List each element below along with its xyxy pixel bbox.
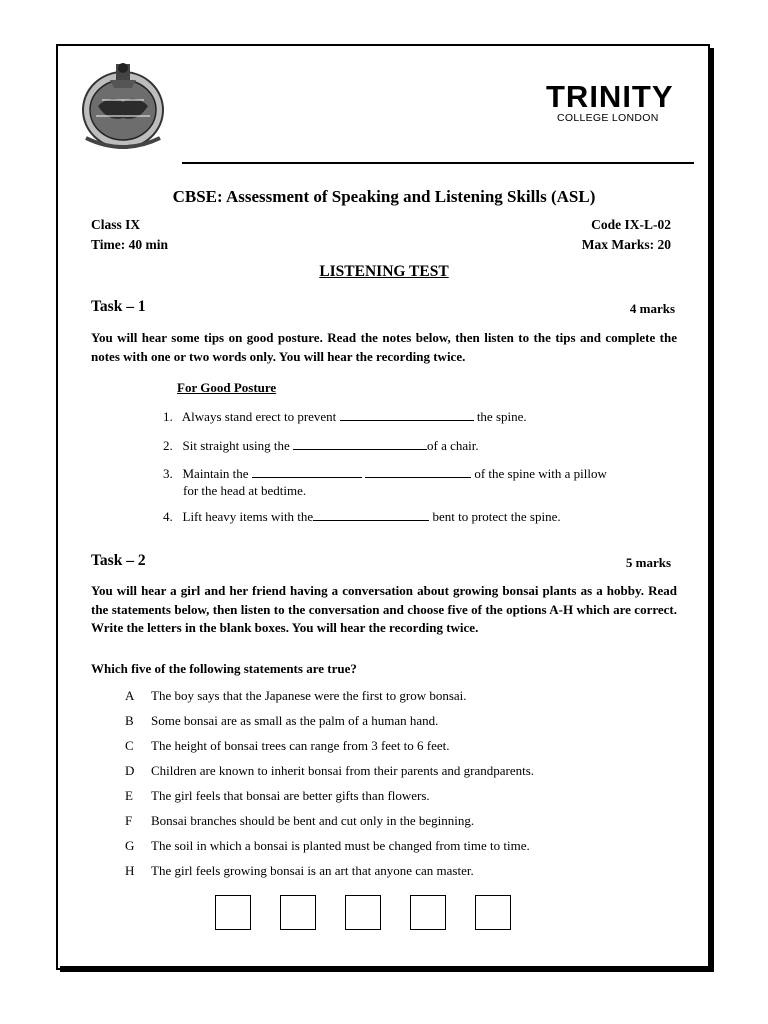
item-text-before: Maintain the xyxy=(182,466,252,481)
option-letter: B xyxy=(125,713,134,728)
task1-instructions: You will hear some tips on good posture. Read the notes below, then listen to the tips and complete the notes with one or two words only. You will hear the recording twice. xyxy=(91,330,677,364)
page-border-shadow-bottom xyxy=(60,966,714,972)
option-text: The height of bonsai trees can range from 3 feet to 6 feet. xyxy=(151,738,450,753)
task1-marks: 4 marks xyxy=(629,301,675,316)
option-text: Bonsai branches should be bent and cut only in the beginning. xyxy=(151,813,475,828)
time-label: Time: 40 min xyxy=(91,237,168,252)
task1-item xyxy=(163,437,479,454)
task1-item xyxy=(163,465,607,482)
option-text: The soil in which a bonsai is planted must be changed from time to time. xyxy=(151,838,530,853)
task1-item xyxy=(163,408,527,425)
task1-item-continuation: for the head at bedtime. xyxy=(183,483,307,498)
answer-blank[interactable] xyxy=(293,437,427,450)
option-letter: F xyxy=(125,813,133,828)
answer-box[interactable] xyxy=(410,895,446,930)
option-letter: C xyxy=(125,738,134,753)
answer-box[interactable] xyxy=(475,895,511,930)
task2-question: Which five of the following statements are true? xyxy=(91,661,357,676)
answer-box[interactable] xyxy=(345,895,381,930)
brand-subtitle: COLLEGE LONDON xyxy=(557,112,659,124)
task1-subheading: For Good Posture xyxy=(177,380,277,395)
option-letter: E xyxy=(125,788,133,803)
option-text: Some bonsai are as small as the palm of a human hand. xyxy=(151,713,439,728)
option-text: The girl feels growing bonsai is an art that anyone can master. xyxy=(151,863,474,878)
item-text-before: Sit straight using the xyxy=(182,438,293,453)
page-title: CBSE: Assessment of Speaking and Listening Skills (ASL) xyxy=(172,187,596,206)
task2-marks: 5 marks xyxy=(625,555,671,570)
option-text: The girl feels that bonsai are better gifts than flowers. xyxy=(151,788,430,803)
answer-box[interactable] xyxy=(215,895,251,930)
item-number: 1. xyxy=(163,409,173,424)
max-marks-label: Max Marks: 20 xyxy=(581,237,671,252)
brand-block xyxy=(546,79,674,124)
item-number: 4. xyxy=(163,509,173,524)
option-letter: A xyxy=(125,688,135,703)
item-text-after: the spine. xyxy=(473,409,527,424)
code-label: Code IX-L-02 xyxy=(591,217,671,232)
header-divider xyxy=(182,162,694,164)
option-letter: G xyxy=(125,838,135,853)
answer-blank[interactable] xyxy=(340,408,474,421)
answer-blank[interactable] xyxy=(365,465,471,478)
item-number: 2. xyxy=(163,438,173,453)
option-letter: D xyxy=(125,763,135,778)
item-number: 3. xyxy=(163,466,173,481)
test-heading: LISTENING TEST xyxy=(319,263,449,280)
task2-title: Task – 2 xyxy=(91,552,146,569)
brand-name: TRINITY xyxy=(546,79,674,114)
answer-blank[interactable] xyxy=(313,508,429,521)
page-border xyxy=(56,44,710,970)
task1-title: Task – 1 xyxy=(91,298,146,315)
option-letter: H xyxy=(125,863,135,878)
task1-item xyxy=(163,508,561,525)
task2-instructions: You will hear a girl and her friend having a conversation about growing bonsai plants as a hobby. Read the statements below, then listen to the conversation and choose five of the options A-H which are correct. Write the letters in the blank boxes. You will hear the recording twice. xyxy=(91,583,677,635)
item-text-before: Always stand erect to prevent xyxy=(181,409,340,424)
item-text-after: bent to protect the spine. xyxy=(429,509,561,524)
item-text-after: of the spine with a pillow xyxy=(471,466,607,481)
class-label: Class IX xyxy=(91,217,141,232)
school-emblem-icon xyxy=(80,56,166,156)
answer-blank[interactable] xyxy=(252,465,362,478)
option-text: The boy says that the Japanese were the first to grow bonsai. xyxy=(151,688,467,703)
item-text-after: of a chair. xyxy=(427,438,479,453)
option-text: Children are known to inherit bonsai from their parents and grandparents. xyxy=(151,763,535,778)
item-text-before: Lift heavy items with the xyxy=(182,509,314,524)
answer-box[interactable] xyxy=(280,895,316,930)
